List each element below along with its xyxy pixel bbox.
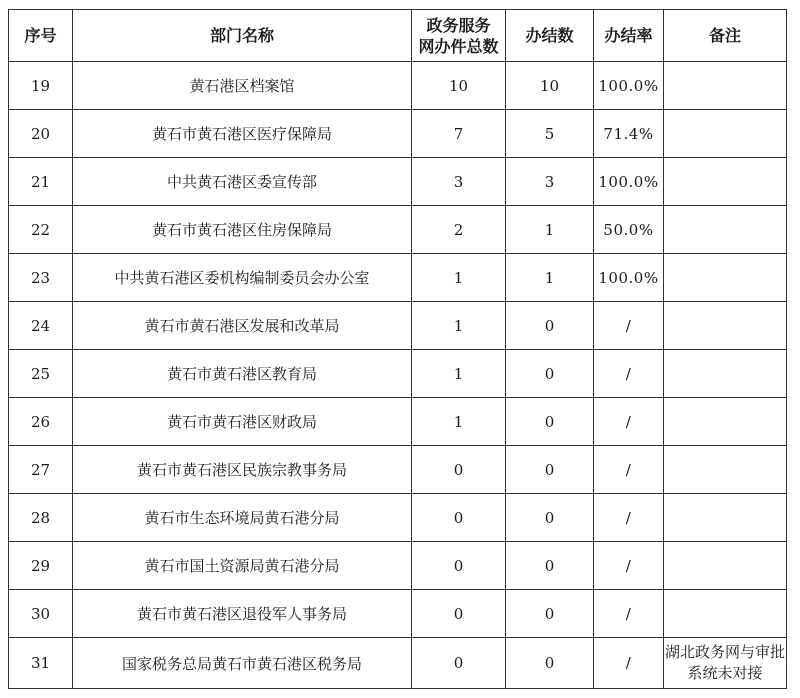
cell-seq: 24 — [9, 302, 73, 350]
cell-seq: 27 — [9, 446, 73, 494]
cell-total: 1 — [412, 254, 506, 302]
table-row — [9, 494, 787, 542]
cell-dept-name: 黄石市黄石港区民族宗教事务局 — [73, 446, 412, 494]
cell-done: 10 — [506, 62, 594, 110]
cell-remark — [664, 542, 787, 590]
table-body — [9, 62, 787, 689]
header-done: 办结数 — [506, 10, 594, 62]
table-row — [9, 638, 787, 689]
cell-rate: 50.0% — [594, 206, 664, 254]
cell-rate: 100.0% — [594, 62, 664, 110]
table-header-row — [9, 10, 787, 62]
cell-dept-name: 黄石港区档案馆 — [73, 62, 412, 110]
table-row — [9, 158, 787, 206]
cell-done: 0 — [506, 302, 594, 350]
cell-dept-name: 黄石市黄石港区教育局 — [73, 350, 412, 398]
table-row — [9, 254, 787, 302]
cell-seq: 20 — [9, 110, 73, 158]
cell-done: 0 — [506, 494, 594, 542]
cell-total: 2 — [412, 206, 506, 254]
header-total-line1: 政务服务 — [426, 15, 491, 35]
cell-rate: / — [594, 494, 664, 542]
cell-rate: / — [594, 350, 664, 398]
cell-rate: 100.0% — [594, 158, 664, 206]
cell-total: 3 — [412, 158, 506, 206]
cell-done: 1 — [506, 254, 594, 302]
cell-dept-name: 黄石市黄石港区住房保障局 — [73, 206, 412, 254]
cell-done: 3 — [506, 158, 594, 206]
cell-done: 0 — [506, 350, 594, 398]
cell-dept-name: 黄石市黄石港区财政局 — [73, 398, 412, 446]
cell-seq: 26 — [9, 398, 73, 446]
office-stats-table — [8, 9, 787, 689]
cell-seq: 31 — [9, 638, 73, 689]
header-seq: 序号 — [9, 10, 73, 62]
cell-rate: / — [594, 638, 664, 689]
cell-rate: / — [594, 542, 664, 590]
cell-total: 0 — [412, 446, 506, 494]
table-row — [9, 302, 787, 350]
cell-remark — [664, 206, 787, 254]
table-row — [9, 350, 787, 398]
table-row — [9, 62, 787, 110]
cell-rate: 71.4% — [594, 110, 664, 158]
cell-done: 0 — [506, 446, 594, 494]
cell-remark — [664, 446, 787, 494]
cell-remark — [664, 350, 787, 398]
remark-line-1: 湖北政务网与审批 — [664, 643, 785, 661]
cell-done: 0 — [506, 542, 594, 590]
cell-remark — [664, 110, 787, 158]
cell-total: 1 — [412, 350, 506, 398]
cell-dept-name: 黄石市生态环境局黄石港分局 — [73, 494, 412, 542]
cell-total: 10 — [412, 62, 506, 110]
cell-seq: 22 — [9, 206, 73, 254]
cell-total: 1 — [412, 302, 506, 350]
cell-rate: / — [594, 446, 664, 494]
table-row — [9, 446, 787, 494]
cell-seq: 25 — [9, 350, 73, 398]
cell-done: 5 — [506, 110, 594, 158]
cell-total: 0 — [412, 590, 506, 638]
cell-total: 0 — [412, 542, 506, 590]
cell-rate: 100.0% — [594, 254, 664, 302]
cell-seq: 28 — [9, 494, 73, 542]
cell-dept-name: 中共黄石港区委机构编制委员会办公室 — [73, 254, 412, 302]
cell-rate: / — [594, 302, 664, 350]
cell-remark — [664, 158, 787, 206]
cell-remark — [664, 62, 787, 110]
cell-seq: 30 — [9, 590, 73, 638]
cell-remark — [664, 494, 787, 542]
header-rate: 办结率 — [594, 10, 664, 62]
header-total — [412, 10, 506, 62]
cell-total: 0 — [412, 494, 506, 542]
cell-remark — [664, 302, 787, 350]
cell-done: 0 — [506, 590, 594, 638]
table-row — [9, 110, 787, 158]
cell-seq: 23 — [9, 254, 73, 302]
cell-done: 0 — [506, 398, 594, 446]
table-row — [9, 590, 787, 638]
table-row — [9, 398, 787, 446]
cell-seq: 21 — [9, 158, 73, 206]
table-row — [9, 542, 787, 590]
cell-remark — [664, 638, 787, 689]
cell-remark — [664, 398, 787, 446]
cell-seq: 19 — [9, 62, 73, 110]
cell-total: 0 — [412, 638, 506, 689]
cell-dept-name: 国家税务总局黄石市黄石港区税务局 — [73, 638, 412, 689]
cell-total: 1 — [412, 398, 506, 446]
cell-dept-name: 中共黄石港区委宣传部 — [73, 158, 412, 206]
cell-total: 7 — [412, 110, 506, 158]
cell-dept-name: 黄石市黄石港区退役军人事务局 — [73, 590, 412, 638]
cell-dept-name: 黄石市国土资源局黄石港分局 — [73, 542, 412, 590]
cell-dept-name: 黄石市黄石港区发展和改革局 — [73, 302, 412, 350]
cell-done: 0 — [506, 638, 594, 689]
cell-rate: / — [594, 398, 664, 446]
cell-dept-name: 黄石市黄石港区医疗保障局 — [73, 110, 412, 158]
cell-done: 1 — [506, 206, 594, 254]
remark-line-2: 系统未对接 — [687, 664, 763, 682]
cell-remark — [664, 254, 787, 302]
cell-seq: 29 — [9, 542, 73, 590]
header-remark: 备注 — [664, 10, 787, 62]
table-row — [9, 206, 787, 254]
cell-remark — [664, 590, 787, 638]
cell-rate: / — [594, 590, 664, 638]
header-total-line2: 网办件总数 — [418, 36, 499, 56]
header-dept: 部门名称 — [73, 10, 412, 62]
